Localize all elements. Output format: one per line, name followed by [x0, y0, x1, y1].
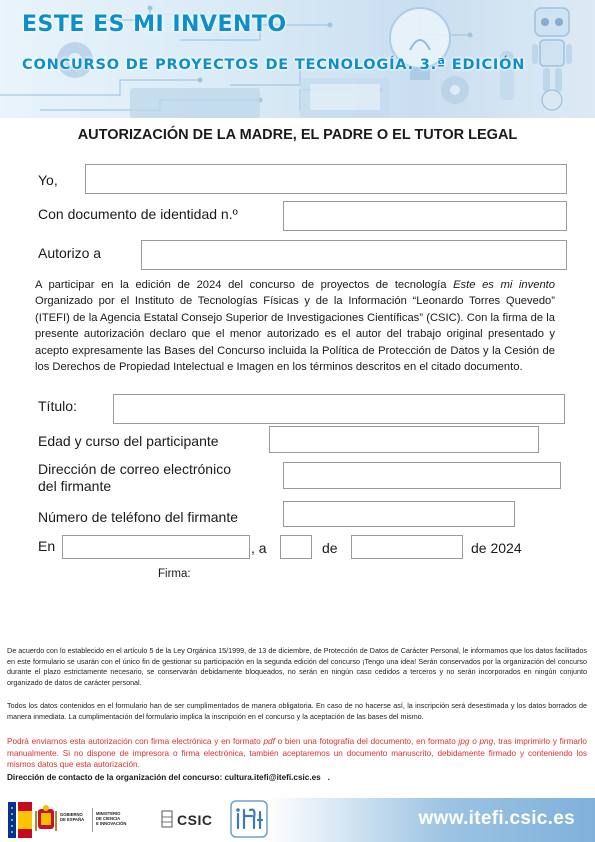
gov-text-line1: GOBIERNO: [60, 812, 83, 817]
format-pdf: pdf: [263, 737, 275, 746]
titulo-field[interactable]: [113, 394, 565, 424]
phone-field[interactable]: [283, 501, 515, 527]
email-label-line2: del firmante: [38, 478, 112, 494]
ministry-text-line2: DE CIENCIA: [96, 816, 121, 821]
circuit-board-illustration: [130, 88, 260, 118]
id-document-field[interactable]: [283, 201, 567, 231]
footer-url[interactable]: www.itefi.csic.es: [418, 808, 575, 829]
robot-illustration: [532, 8, 572, 110]
csic-emblem-icon: [160, 809, 174, 831]
firma-label: Firma:: [158, 568, 191, 580]
ministry-text-line1: MINISTERIO: [96, 811, 121, 816]
contact-address: Dirección de contacto de la organización del concurso: cultura.itefi@itefi.csic.es: [7, 773, 321, 782]
submission-notice-part1: Podrá enviarnos esta autorización con firma electrónica y en formato: [7, 737, 264, 746]
en-label: En: [38, 538, 56, 554]
contact-dot: .: [327, 773, 330, 782]
format-jpg-png: jpg o png: [458, 737, 494, 746]
phone-label: Número de teléfono del firmante: [38, 509, 238, 525]
de-year-label: de 2024: [471, 540, 522, 556]
banner-title: ESTE ES MI INVENTO: [22, 12, 287, 37]
email-field[interactable]: [283, 462, 561, 489]
csic-logo: [160, 803, 222, 837]
contest-name: Este es mi invento: [453, 279, 555, 291]
privacy-notice: De acuerdo con lo establecido en el artículo 5 de la Ley Orgánica 15/1999, de 13 de diciembre, de Protección de Datos de Carácter Personal, le informamos que los datos facilitados en este formulario se usarán con el único fin de gestionar su participación en la segunda edición del concurso ¡Tengo una idea! Serán conservados por la organización del concurso durante el plazo estrictamente necesario, se conservarán debidamente bloqueados, no serán en ningún caso cedidos a terceros y no serán incorporados en ningún conjunto organizado de datos de carácter personal.: [7, 646, 587, 687]
mandatory-notice: Todos los datos contenidos en el formulario han de ser cumplimentados de manera obligatoria. En caso de no hacerse así, la inscripción será desestimada y los datos borrados de manera inmediata. La cumplimentación del formulario implica la inscripción en el concurso y la aceptación de las bases del mismo.: [7, 701, 587, 721]
submission-notice-part3: , tras imprimirlo y firmarlo manualmente. Si no dispone de impresora o firma electrónica, también aceptaremos un documento manuscrito, debidamente firmado y conteniendo los mismos datos que esta autorización.: [7, 737, 587, 770]
authorization-text-part1: A participar en la edición de 2024 del concurso de proyectos de tecnología: [35, 279, 454, 291]
authorization-text: [35, 277, 555, 375]
itefi-logo-icon: [230, 800, 268, 838]
submission-notice: [7, 736, 587, 771]
submission-notice-part2: o bien una fotografía del documento, en formato: [274, 737, 459, 746]
email-label-line1: Dirección de correo electrónico: [38, 461, 231, 477]
month-field[interactable]: [351, 535, 463, 559]
gov-text-line2: DE ESPAÑA: [60, 817, 85, 822]
authorization-text-part2: Organizado por el Instituto de Tecnologías Físicas y de la Información “Leonardo Torres Quevedo” (ITEFI) de la Agencia Estatal Consejo Superior de Investigaciones Científicas” (CSIC). Con la firma de la presente autorización declaro que el menor autorizado es el autor del trabajo original presentado y acepto expresamente las Bases del Concurso incluida la Política de Protección de Datos y la Cesión de los Derechos de Propiedad Intelectual e Imagen en los términos descritos en el citado documento.: [35, 295, 555, 374]
itefi-logo: [230, 800, 268, 838]
yo-name-field[interactable]: [85, 164, 567, 194]
government-logo: [8, 802, 148, 838]
spain-coat-of-arms-icon: [35, 805, 57, 835]
ministry-text-line3: E INNOVACIÓN: [96, 821, 127, 826]
yo-label: Yo,: [38, 172, 58, 188]
edad-curso-field[interactable]: [269, 426, 539, 453]
eu-flag-icon: [8, 802, 32, 838]
day-field[interactable]: [280, 535, 312, 559]
logo-divider: [92, 808, 93, 832]
csic-text: CSIC: [177, 812, 213, 828]
autorizo-field[interactable]: [141, 240, 567, 270]
header-banner: [0, 0, 595, 118]
place-field[interactable]: [62, 535, 250, 559]
document-title: AUTORIZACIÓN DE LA MADRE, EL PADRE O EL TUTOR LEGAL: [77, 127, 518, 143]
banner-subtitle: CONCURSO DE PROYECTOS DE TECNOLOGÍA. 3.ª EDICIÓN: [22, 57, 526, 73]
id-document-label: Con documento de identidad n.º: [38, 206, 238, 222]
de-label: de: [322, 540, 338, 556]
titulo-label: Título:: [38, 398, 77, 414]
autorizo-label: Autorizo a: [38, 245, 102, 261]
comma-a-label: , a: [251, 540, 267, 556]
edad-curso-label: Edad y curso del participante: [38, 433, 219, 449]
contact-line: [7, 773, 587, 784]
